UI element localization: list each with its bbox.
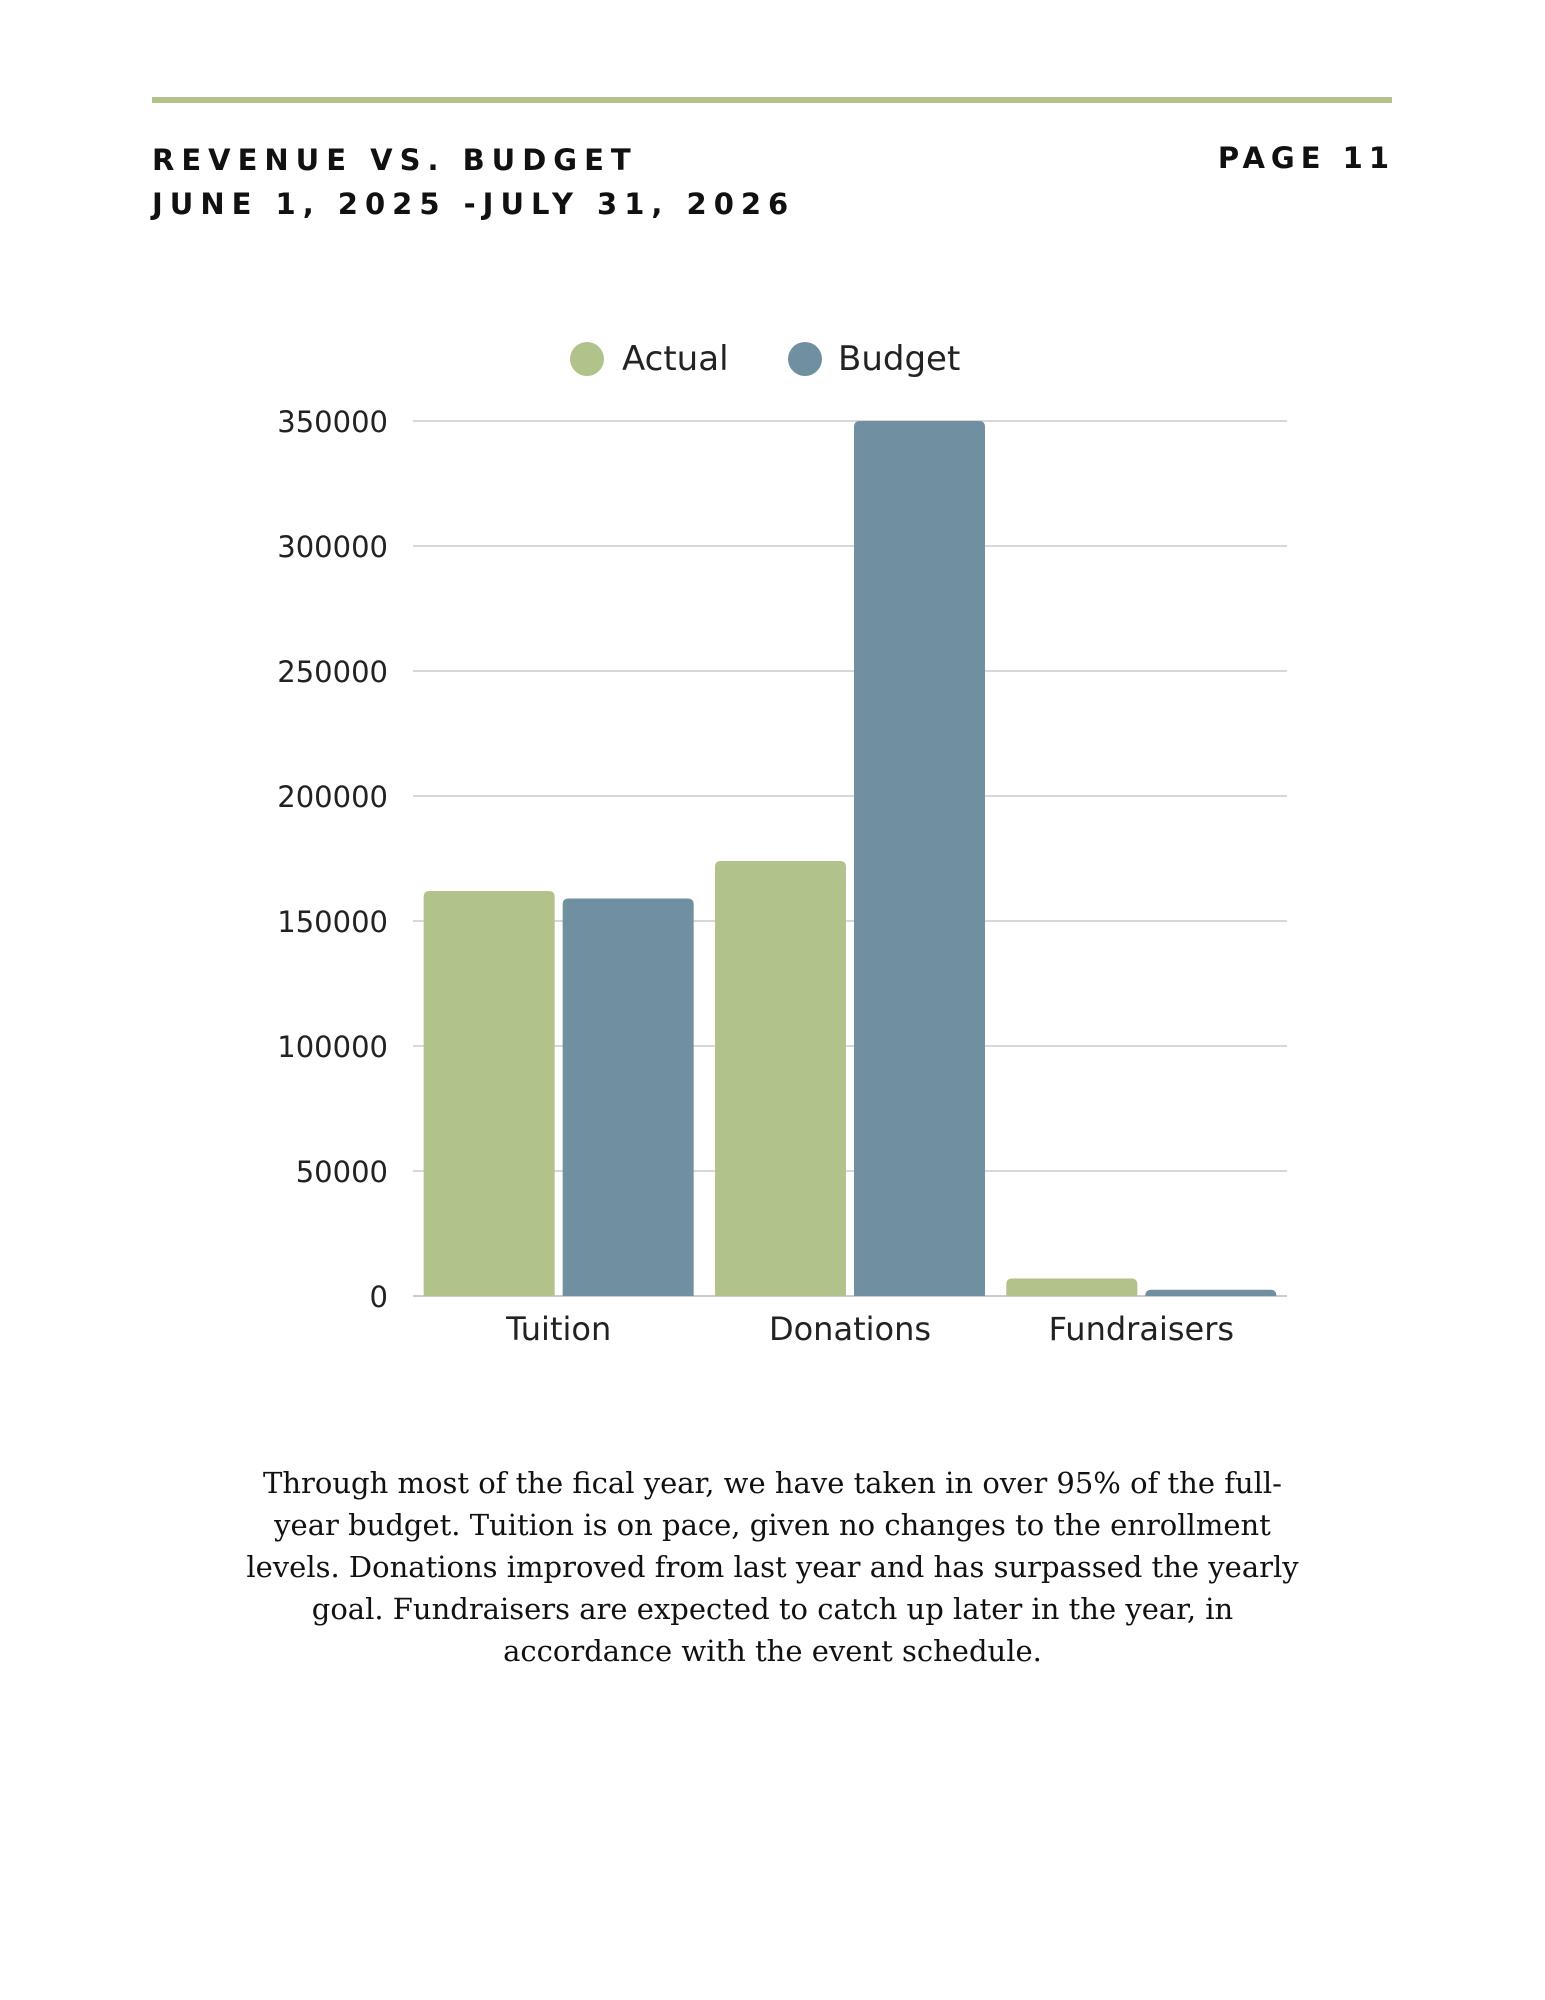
bar-budget-donations: [854, 421, 985, 1296]
y-tick-label: 350000: [277, 405, 388, 439]
bar-budget-tuition: [563, 899, 694, 1297]
y-tick-label: 300000: [277, 530, 388, 564]
y-tick-label: 0: [369, 1280, 388, 1314]
legend-swatch-actual: [570, 342, 604, 376]
y-tick-label: 50000: [295, 1155, 388, 1189]
page-number: PAGE 11: [1217, 141, 1395, 175]
y-tick-label: 250000: [277, 655, 388, 689]
page-title: REVENUE VS. BUDGET: [152, 143, 638, 177]
y-axis-ticks: [277, 405, 388, 1314]
chart-bars: [424, 421, 1277, 1296]
y-tick-label: 100000: [277, 1030, 388, 1064]
bar-actual-fundraisers: [1006, 1279, 1137, 1297]
y-tick-label: 200000: [277, 780, 388, 814]
x-tick-label: Donations: [768, 1310, 932, 1348]
x-tick-label: Tuition: [506, 1310, 612, 1348]
header-rule: [152, 97, 1392, 103]
legend-label-budget: Budget: [838, 339, 961, 379]
bar-actual-donations: [715, 861, 846, 1296]
y-tick-label: 150000: [277, 905, 388, 939]
date-range: JUNE 1, 2025 -JULY 31, 2026: [152, 187, 796, 221]
legend-label-actual: Actual: [622, 339, 729, 379]
bar-budget-fundraisers: [1145, 1290, 1276, 1296]
revenue-budget-chart: [0, 300, 1545, 1400]
chart-legend: [570, 339, 960, 379]
bar-actual-tuition: [424, 891, 555, 1296]
x-tick-label: Fundraisers: [1048, 1310, 1235, 1348]
summary-paragraph: Through most of the fical year, we have taken in over 95% of the full-year budget. Tuition is on pace, given no changes to the enrollment levels. Donations improved from last year and has surpassed the yearly goal. Fundraisers are expected to catch up later in the year, in accordance with the event schedule.: [246, 1466, 1299, 1668]
legend-swatch-budget: [788, 342, 822, 376]
x-axis-ticks: [505, 1310, 1234, 1348]
